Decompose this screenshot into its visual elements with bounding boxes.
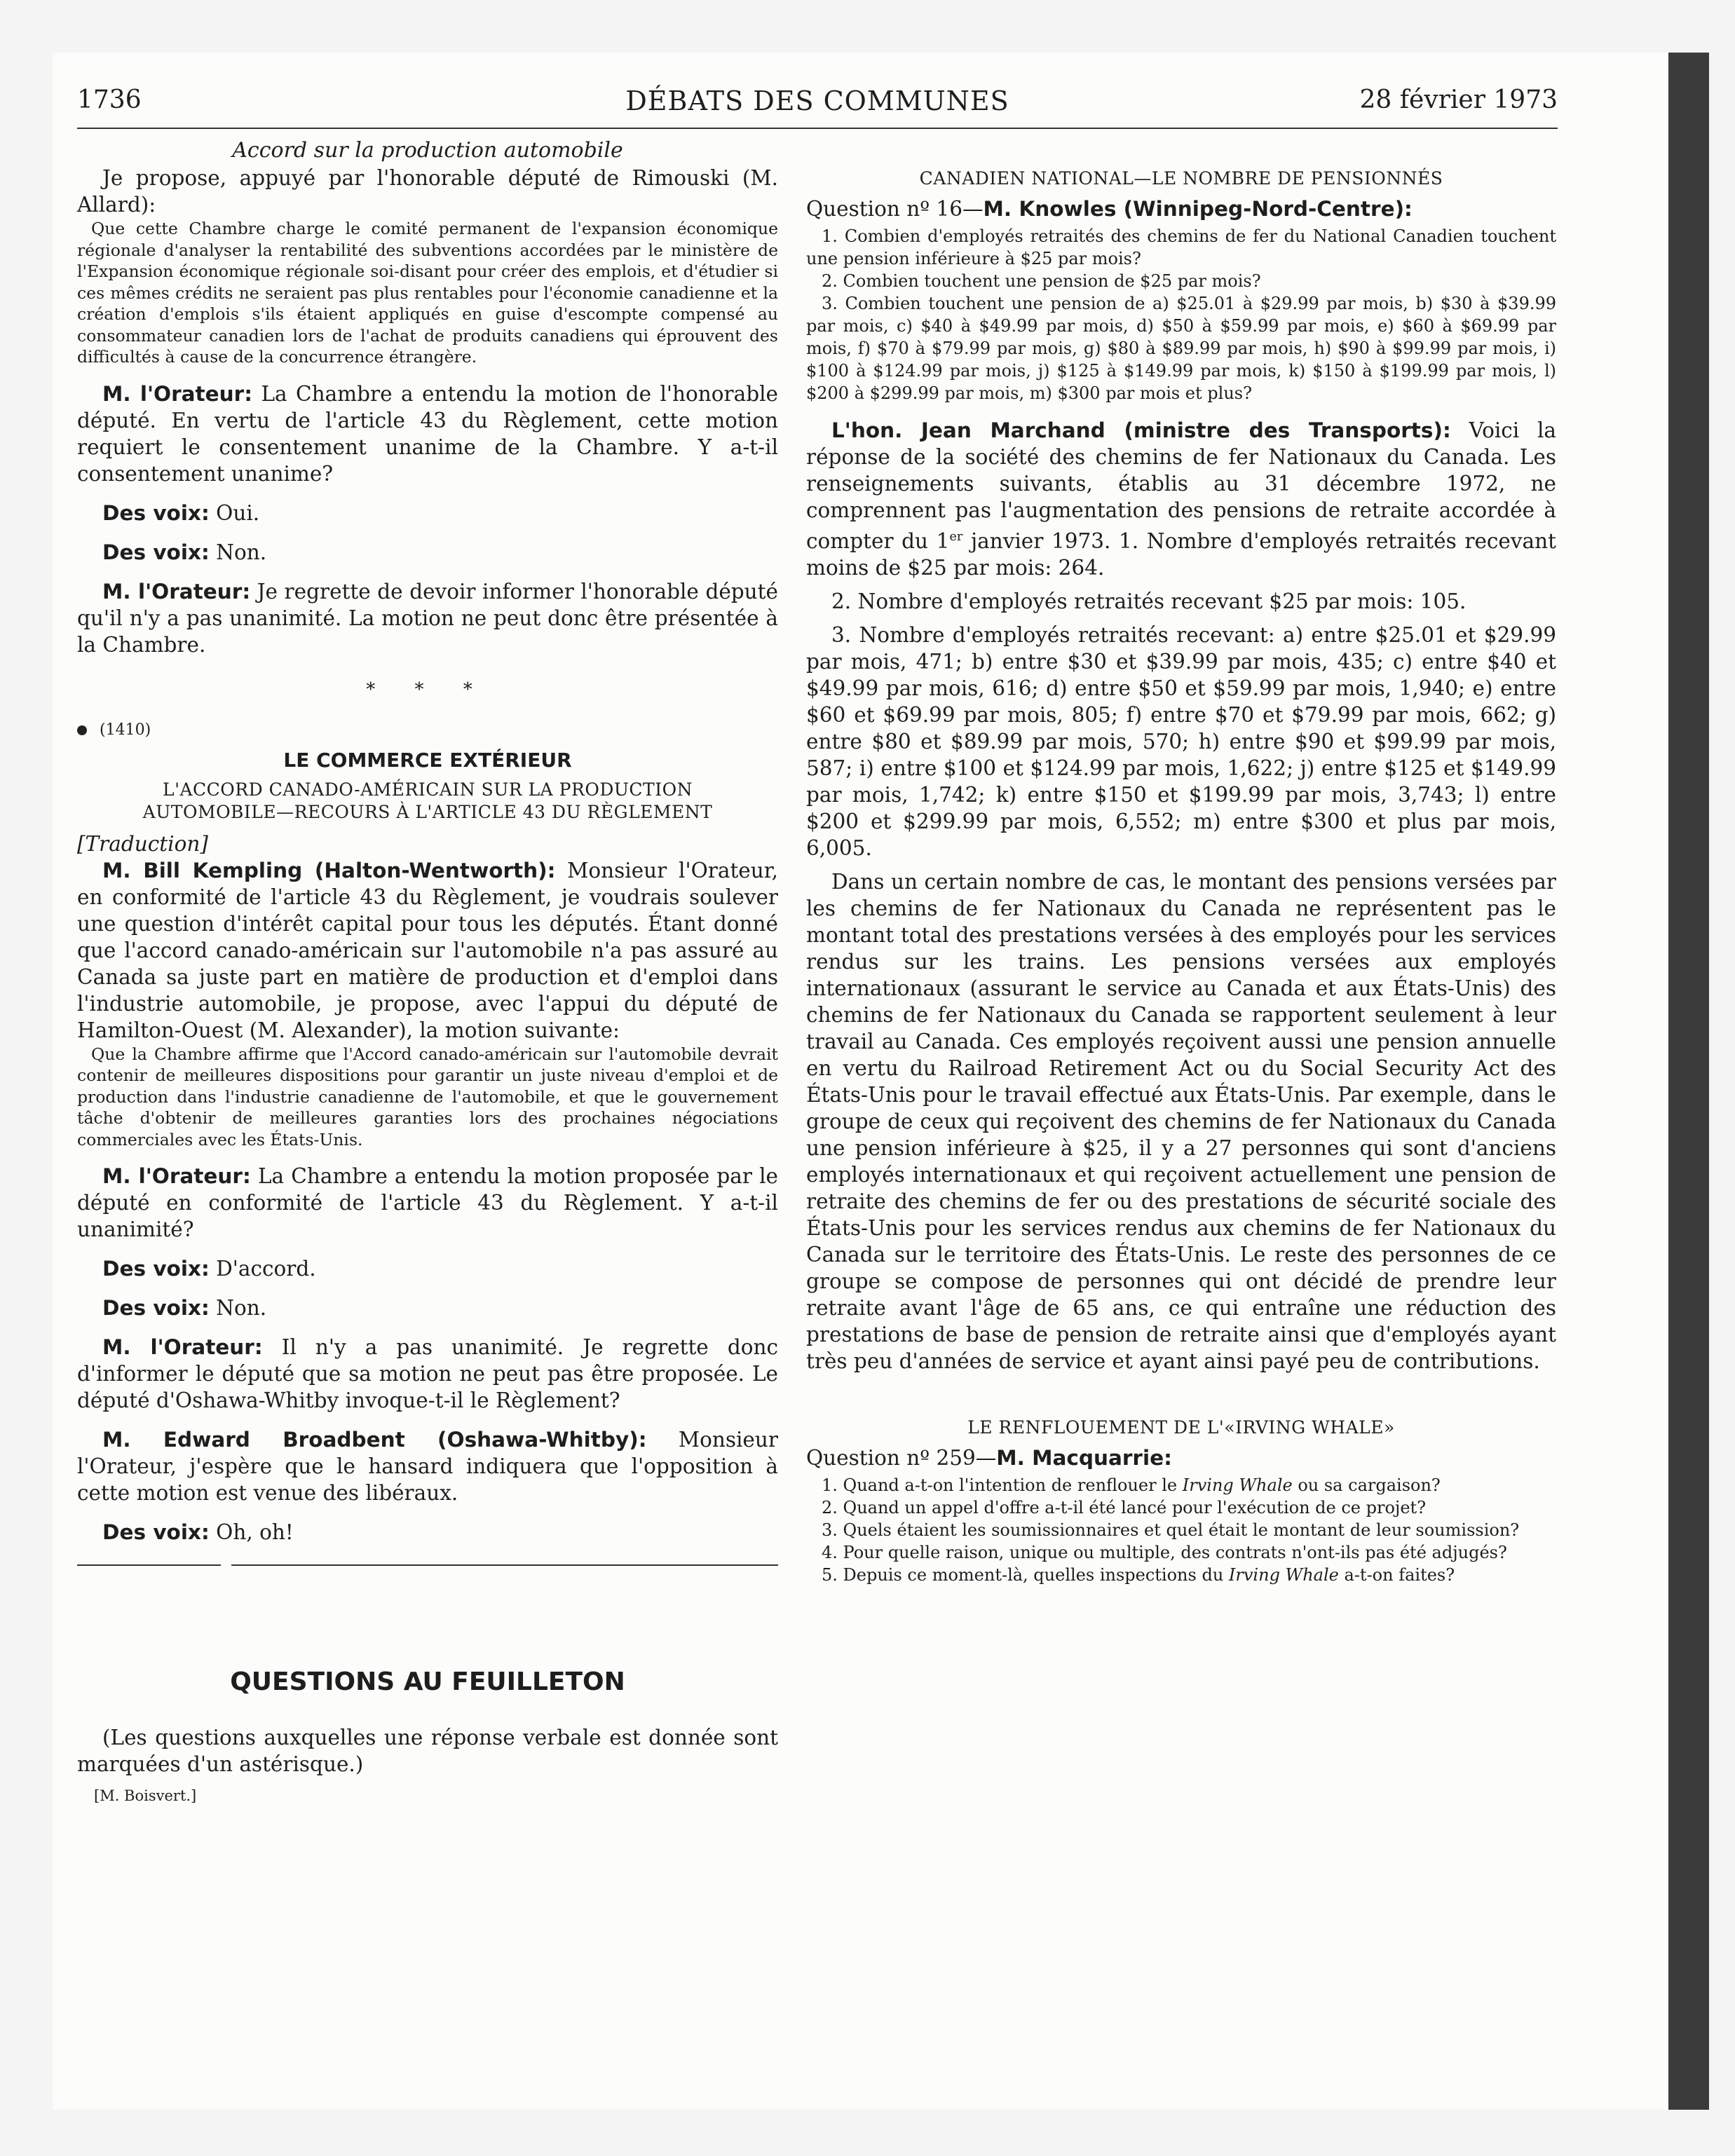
broadbent-text: Monsieur l'Orateur, j'espère que le hansard indiquera que l'opposition à cette motion est venue des libéraux. bbox=[77, 1428, 778, 1505]
speaker-initials: [M. Boisvert.] bbox=[94, 1787, 197, 1804]
question-16-item-3: 3. Combien touchent une pension de a) $25.01 à $29.99 par mois, b) $30 à $39.99 par mois, c) $40 à $49.99 par mois, d) $50 à $59.99 par mois, e) $60 à $69.99 par mois, f) $70 à $79.99 par mois, g) $80 à $89.99 par mois, h) $90 à $99.99 par mois, i) $100 à $124.99 par mois, j) $125 à $149.99 par mois, k) $150 à $199.99 par mois, l) $200 à $299.99 par mois, m) $300 par mois et plus? bbox=[806, 294, 1556, 403]
q259-5-ship: Irving Whale bbox=[1228, 1564, 1339, 1585]
speaker-orateur: M. l'Orateur: bbox=[102, 1164, 251, 1188]
voix-paragraph-4 bbox=[77, 1295, 778, 1321]
orateur-paragraph-4 bbox=[77, 1334, 778, 1414]
question-259-item-3: 3. Quels étaient les soumissionnaires et quel était le montant de leur soumission? bbox=[822, 1520, 1520, 1540]
traduction-note: [Traduction] bbox=[77, 831, 208, 856]
kempling-motion-quote: Que la Chambre affirme que l'Accord canado-américain sur l'automobile devrait contenir de meilleures dispositions pour garantir un juste niveau d'emploi et de production dans l'industrie canadienne de l'automobile, et que le gouvernement tâche d'obtenir de meilleures garanties lors des prochaines négociations commerciales avec les États-Unis. bbox=[77, 1044, 778, 1149]
left-column bbox=[77, 137, 778, 1804]
orateur-text-1: La Chambre a entendu la motion de l'honorable député. En vertu de l'article 43 du Règlement, cette motion requiert le consentement unanime de la Chambre. Y a-t-il consentement unanime? bbox=[77, 381, 779, 486]
section-rule bbox=[77, 1561, 778, 1569]
answer-3: 3. Nombre d'employés retraités recevant: a) entre $25.01 et $29.99 par mois, 471; b) entre $30 et $39.99 par mois, 435; c) entre $40 et $49.99 par mois, 616; d) entre $50 et $59.99 par mois, 1,940; e) entre $60 et $69.99 par mois, 805; f) entre $70 et $79.99 par mois, 662; g) entre $80 et $89.99 par mois, 570; h) entre $90 et $99.99 par mois, 587; i) entre $100 et $124.99 par mois, 1,622; j) entre $125 et $149.99 par mois, 1,742; k) entre $150 et $199.99 par mois, 3,743; l) entre $200 et $299.99 par mois, 6,552; m) entre $300 et plus par mois, 6,005. bbox=[806, 622, 1556, 860]
scan-edge-bar bbox=[1668, 53, 1709, 2110]
speaker-orateur: M. l'Orateur: bbox=[102, 381, 253, 406]
publication-date: 28 février 1973 bbox=[1359, 86, 1558, 114]
question-259-item-2: 2. Quand un appel d'offre a-t-il été lancé pour l'exécution de ce projet? bbox=[822, 1497, 1427, 1517]
voix-paragraph-3 bbox=[77, 1255, 778, 1282]
question-259-item-5 bbox=[806, 1564, 1556, 1586]
speaker-broadbent: M. Edward Broadbent (Oshawa-Whitby): bbox=[102, 1428, 647, 1452]
section-separator-stars: * * * bbox=[366, 678, 489, 700]
question-259-label: Question nº 259— bbox=[806, 1445, 997, 1470]
subheading-line-2: AUTOMOBILE—RECOURS À L'ARTICLE 43 DU RÈGLEMENT bbox=[142, 801, 713, 822]
q259-1-text-b: ou sa cargaison? bbox=[1292, 1475, 1441, 1495]
marchand-text-a: Voici la réponse de la société des chemins de fer Nationaux du Canada. Les renseignements suivants, établis au 31 décembre 1972, ne comprennent pas l'augmentation des pensions de retraite accordée à compter du 1 bbox=[806, 418, 1556, 553]
kempling-paragraph bbox=[77, 857, 778, 1044]
time-stamp bbox=[77, 721, 778, 739]
question-16-title bbox=[806, 196, 1556, 222]
bullet-icon bbox=[77, 725, 87, 735]
section-heading-commerce: LE COMMERCE EXTÉRIEUR bbox=[283, 748, 572, 772]
orateur-text-3: La Chambre a entendu la motion proposée par le député en conformité de l'article 43 du Règlement. Y a-t-il unanimité? bbox=[77, 1164, 778, 1241]
q259-5-text-b: a-t-on faites? bbox=[1338, 1564, 1455, 1585]
speaker-voix: Des voix: bbox=[102, 500, 210, 525]
speaker-voix: Des voix: bbox=[102, 1257, 210, 1281]
q259-5-text-a: 5. Depuis ce moment-là, quelles inspections du bbox=[822, 1564, 1229, 1585]
question-259-item-4: 4. Pour quelle raison, unique ou multiple, des contrats n'ont-ils pas été adjugés? bbox=[822, 1542, 1507, 1562]
orateur-paragraph-1 bbox=[77, 381, 778, 487]
answer-2: 2. Nombre d'employés retraités recevant $25 par mois: 105. bbox=[831, 589, 1467, 613]
propose-paragraph: Je propose, appuyé par l'honorable député de Rimouski (M. Allard): bbox=[77, 166, 778, 217]
page-number: 1736 bbox=[77, 86, 142, 114]
time-stamp-text: (1410) bbox=[100, 721, 151, 739]
speaker-voix: Des voix: bbox=[102, 540, 210, 564]
motion-quote: Que cette Chambre charge le comité permanent de l'expansion économique régionale d'analyser la rentabilité des subventions accordées par le ministère de l'Expansion économique régionale soi-disant pour créer des emplois, et d'étudier si ces mêmes crédits ne seraient pas plus rentables pour l'économie canadienne et la création d'emplois s'ils étaient appliqués en guise d'escompte compensé au consommateur canadien lors de l'achat de produits canadiens qui éprouvent des difficultés à cause de la concurrence étrangère. bbox=[77, 219, 778, 367]
speaker-voix: Des voix: bbox=[102, 1296, 210, 1320]
broadbent-paragraph bbox=[77, 1426, 778, 1506]
question-259-asker: M. Macquarrie: bbox=[996, 1445, 1172, 1470]
orateur-text-4: Il n'y a pas unanimité. Je regrette donc d'informer le député que sa motion ne peut pas être proposée. Le député d'Oshawa-Whitby invoque-t-il le Règlement? bbox=[77, 1335, 778, 1412]
kempling-text: Monsieur l'Orateur, en conformité de l'article 43 du Règlement, je voudrais soulever une question d'intérêt capital pour tous les députés. Étant donné que l'accord canado-américain sur l'automobile n'a pas assuré au Canada sa juste part en matière de production et d'emploi dans l'industrie automobile, je propose, avec l'appui du député de Hamilton-Ouest (M. Alexander), la motion suivante: bbox=[77, 858, 778, 1042]
voix-paragraph-5 bbox=[77, 1519, 778, 1546]
publication-title: DÉBATS DES COMMUNES bbox=[625, 86, 1009, 116]
voix-non: Non. bbox=[216, 540, 267, 564]
orateur-paragraph-2 bbox=[77, 578, 778, 658]
orateur-paragraph-3 bbox=[77, 1163, 778, 1243]
voix-paragraph-2 bbox=[77, 539, 778, 566]
right-column bbox=[806, 137, 1556, 1586]
speaker-orateur: M. l'Orateur: bbox=[102, 1335, 263, 1359]
speaker-orateur: M. l'Orateur: bbox=[102, 579, 251, 603]
voix-paragraph-1 bbox=[77, 500, 778, 526]
voix-accord: D'accord. bbox=[216, 1257, 316, 1281]
question-259-title bbox=[806, 1445, 1556, 1471]
voix-non-2: Non. bbox=[216, 1296, 267, 1320]
irving-heading: LE RENFLOUEMENT DE L'«IRVING WHALE» bbox=[967, 1417, 1395, 1438]
q259-1-text-a: 1. Quand a-t-on l'intention de renflouer le bbox=[822, 1475, 1183, 1495]
marchand-superscript: er bbox=[949, 530, 963, 544]
orateur-text-2: Je regrette de devoir informer l'honorable député qu'il n'y a pas unanimité. La motion ne peut donc être présentée à la Chambre. bbox=[77, 579, 778, 657]
cn-heading: CANADIEN NATIONAL—LE NOMBRE DE PENSIONNÉS bbox=[919, 168, 1443, 189]
answer-cases: Dans un certain nombre de cas, le montant des pensions versées par les chemins de fer Nationaux du Canada ne représentent pas le montant total des prestations versées à des employés pour les services rendus sur les trains. Les pensions versées aux employés internationaux (assurant le service au Canada et aux États-Unis) des chemins de fer Nationaux du Canada se rapportent seulement à leur travail au Canada. Ces employés reçoivent aussi une pension annuelle en vertu du Railroad Retirement Act ou du Social Security Act des États-Unis pour le travail effectué aux États-Unis. Par exemple, dans le groupe de ceux qui reçoivent des chemins de fer Nationaux du Canada une pension inférieure à $25, il y a 27 personnes qui sont d'anciens employés internationaux et qui reçoivent actuellement une pension de retraite des chemins de fer ou des prestations de sécurité sociale des États-Unis pour les services rendus aux chemins de fer Nationaux du Canada sur le territoire des États-Unis. Le reste des personnes de ce groupe se compose de personnes qui ont décidé de prendre leur retraite avant l'âge de 65 ans, ce qui entraîne une réduction des prestations de base de pension de retraite ainsi que d'employés ayant très peu d'années de service et ayant ainsi payé peu de contributions. bbox=[806, 869, 1556, 1373]
marchand-paragraph bbox=[806, 417, 1556, 581]
q259-1-ship: Irving Whale bbox=[1182, 1475, 1293, 1495]
question-16-item-2: 2. Combien touchent une pension de $25 par mois? bbox=[822, 271, 1261, 291]
accord-heading: Accord sur la production automobile bbox=[232, 138, 623, 163]
speaker-kempling: M. Bill Kempling (Halton-Wentworth): bbox=[102, 858, 556, 882]
voix-ohoh: Oh, oh! bbox=[216, 1520, 294, 1544]
marchand-text-b: janvier 1973. 1. Nombre d'employés retraités recevant moins de $25 par mois: 264. bbox=[806, 528, 1556, 580]
question-16-label: Question nº 16— bbox=[806, 197, 984, 221]
page-header bbox=[77, 86, 1558, 129]
speaker-marchand: L'hon. Jean Marchand (ministre des Transports): bbox=[831, 418, 1451, 442]
question-16-item-1: 1. Combien d'employés retraités des chemins de fer du National Canadien touchent une pension inférieure à $25 par mois? bbox=[806, 226, 1556, 268]
question-259-item-1 bbox=[806, 1474, 1556, 1496]
subheading-line-1: L'ACCORD CANADO-AMÉRICAIN SUR LA PRODUCTION bbox=[163, 779, 693, 800]
speaker-voix: Des voix: bbox=[102, 1520, 210, 1544]
voix-oui: Oui. bbox=[216, 500, 260, 525]
questions-heading: QUESTIONS AU FEUILLETON bbox=[230, 1667, 625, 1696]
question-16-asker: M. Knowles (Winnipeg-Nord-Centre): bbox=[983, 197, 1413, 221]
questions-note: (Les questions auxquelles une réponse verbale est donnée sont marquées d'un astérisque.) bbox=[77, 1726, 778, 1776]
